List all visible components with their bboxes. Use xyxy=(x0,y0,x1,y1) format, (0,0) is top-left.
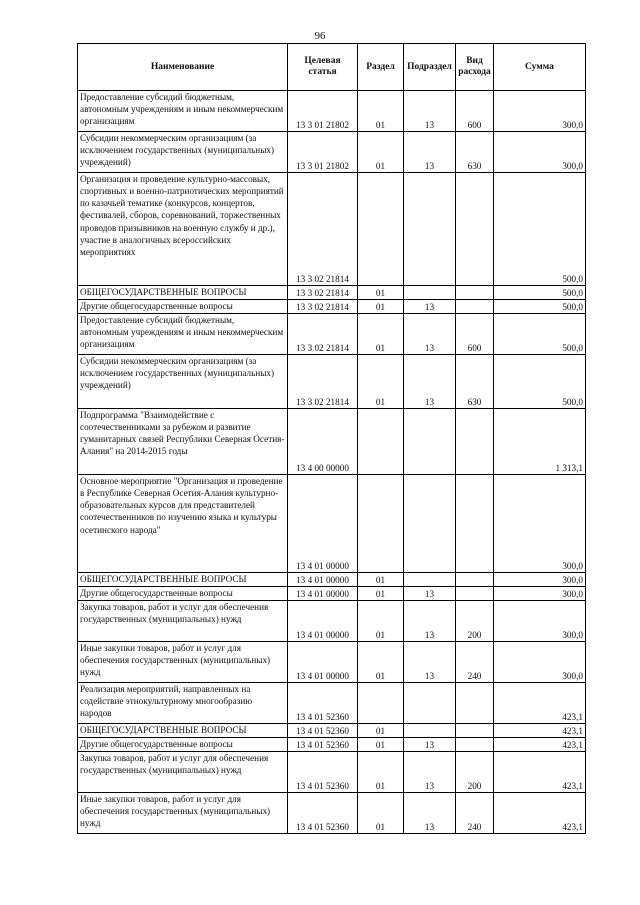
row-amount: 423,1 xyxy=(494,793,586,834)
row-expense-type: 200 xyxy=(456,752,494,793)
row-amount: 500,0 xyxy=(494,355,586,409)
row-subsection: 13 xyxy=(404,642,456,683)
row-name: Подпрограмма "Взаимодействие с соотечественниками за рубежом и развитие гуманитарных связей Республики Северная Осетия-Алания" на 2014-2015 годы xyxy=(78,409,288,475)
row-name: Основное мероприятие "Организация и проведение в Республике Северная Осетия-Алания культурно-образовательных курсов для представителей соотечественников по изучению языка и культуры осетинского народа" xyxy=(78,475,288,573)
table-row xyxy=(78,642,586,683)
row-expense-type: 240 xyxy=(456,793,494,834)
header-expense-type: Вид расхода xyxy=(456,44,494,91)
row-target: 13 4 01 52360 xyxy=(288,793,358,834)
row-section: 01 xyxy=(358,132,404,173)
page-number: 96 xyxy=(314,30,326,42)
row-expense-type xyxy=(456,587,494,601)
row-amount: 300,0 xyxy=(494,91,586,132)
row-amount: 500,0 xyxy=(494,314,586,355)
header-amount: Сумма xyxy=(494,44,586,91)
table-row xyxy=(78,475,586,573)
row-target: 13 3 02 21814 xyxy=(288,314,358,355)
header-name: Наименование xyxy=(78,44,288,91)
row-target: 13 4 01 00000 xyxy=(288,573,358,587)
row-section: 01 xyxy=(358,573,404,587)
table-row xyxy=(78,300,586,314)
row-target: 13 3 02 21814 xyxy=(288,286,358,300)
row-target: 13 3 02 21814 xyxy=(288,173,358,286)
row-target: 13 4 01 00000 xyxy=(288,475,358,573)
row-subsection: 13 xyxy=(404,752,456,793)
row-amount: 300,0 xyxy=(494,601,586,642)
row-target: 13 4 01 00000 xyxy=(288,587,358,601)
row-section xyxy=(358,173,404,286)
row-name: Другие общегосударственные вопросы xyxy=(78,587,288,601)
row-expense-type xyxy=(456,475,494,573)
row-subsection xyxy=(404,286,456,300)
row-subsection: 13 xyxy=(404,355,456,409)
row-section: 01 xyxy=(358,642,404,683)
row-section xyxy=(358,683,404,724)
table-row xyxy=(78,286,586,300)
row-name: Закупка товаров, работ и услуг для обеспечения государственных (муниципальных) нужд xyxy=(78,752,288,793)
row-amount: 500,0 xyxy=(494,173,586,286)
row-amount: 300,0 xyxy=(494,642,586,683)
table-row xyxy=(78,132,586,173)
row-subsection: 13 xyxy=(404,601,456,642)
row-subsection: 13 xyxy=(404,738,456,752)
row-name: ОБЩЕГОСУДАРСТВЕННЫЕ ВОПРОСЫ xyxy=(78,286,288,300)
row-target: 13 3 01 21802 xyxy=(288,132,358,173)
row-expense-type: 600 xyxy=(456,91,494,132)
row-name: ОБЩЕГОСУДАРСТВЕННЫЕ ВОПРОСЫ xyxy=(78,573,288,587)
row-expense-type: 630 xyxy=(456,355,494,409)
row-section: 01 xyxy=(358,300,404,314)
row-amount: 423,1 xyxy=(494,738,586,752)
row-amount: 423,1 xyxy=(494,683,586,724)
header-section: Раздел xyxy=(358,44,404,91)
row-amount: 500,0 xyxy=(494,300,586,314)
row-subsection xyxy=(404,724,456,738)
row-target: 13 3 01 21802 xyxy=(288,91,358,132)
row-section: 01 xyxy=(358,286,404,300)
table-row xyxy=(78,793,586,834)
row-section: 01 xyxy=(358,587,404,601)
row-expense-type xyxy=(456,409,494,475)
row-amount: 423,1 xyxy=(494,752,586,793)
row-section: 01 xyxy=(358,724,404,738)
row-name: Предоставление субсидий бюджетным, автономным учреждениям и иным некоммерческим организациям xyxy=(78,314,288,355)
table-row xyxy=(78,587,586,601)
row-subsection: 13 xyxy=(404,314,456,355)
row-name: Другие общегосударственные вопросы xyxy=(78,738,288,752)
row-name: Иные закупки товаров, работ и услуг для обеспечения государственных (муниципальных) нужд xyxy=(78,642,288,683)
row-target: 13 4 01 52360 xyxy=(288,683,358,724)
row-name: ОБЩЕГОСУДАРСТВЕННЫЕ ВОПРОСЫ xyxy=(78,724,288,738)
table-row xyxy=(78,752,586,793)
row-name: Другие общегосударственные вопросы xyxy=(78,300,288,314)
row-amount: 300,0 xyxy=(494,573,586,587)
row-expense-type xyxy=(456,724,494,738)
row-name: Реализация мероприятий, направленных на содействие этнокультурному многообразию народов xyxy=(78,683,288,724)
row-subsection xyxy=(404,683,456,724)
row-subsection: 13 xyxy=(404,587,456,601)
row-expense-type xyxy=(456,573,494,587)
row-section: 01 xyxy=(358,601,404,642)
table-row xyxy=(78,738,586,752)
row-section: 01 xyxy=(358,752,404,793)
table-row xyxy=(78,355,586,409)
row-amount: 300,0 xyxy=(494,587,586,601)
table-row xyxy=(78,314,586,355)
row-expense-type xyxy=(456,738,494,752)
budget-table xyxy=(77,43,586,834)
table-row xyxy=(78,601,586,642)
row-expense-type: 630 xyxy=(456,132,494,173)
row-subsection xyxy=(404,573,456,587)
row-section: 01 xyxy=(358,91,404,132)
row-target: 13 4 01 52360 xyxy=(288,724,358,738)
header-subsection: Подраздел xyxy=(404,44,456,91)
row-expense-type: 240 xyxy=(456,642,494,683)
row-expense-type xyxy=(456,286,494,300)
row-expense-type: 600 xyxy=(456,314,494,355)
row-target: 13 4 00 00000 xyxy=(288,409,358,475)
row-name: Субсидии некоммерческим организациям (за исключением государственных (муниципальных) учреждений) xyxy=(78,132,288,173)
table-row xyxy=(78,173,586,286)
table-header-row xyxy=(78,44,586,91)
row-section: 01 xyxy=(358,738,404,752)
row-amount: 1 313,1 xyxy=(494,409,586,475)
row-section: 01 xyxy=(358,793,404,834)
row-amount: 500,0 xyxy=(494,286,586,300)
table-row xyxy=(78,91,586,132)
table-row xyxy=(78,573,586,587)
table-row xyxy=(78,409,586,475)
row-subsection: 13 xyxy=(404,91,456,132)
row-target: 13 4 01 00000 xyxy=(288,601,358,642)
row-expense-type xyxy=(456,173,494,286)
row-section xyxy=(358,409,404,475)
row-target: 13 4 01 00000 xyxy=(288,642,358,683)
row-subsection: 13 xyxy=(404,793,456,834)
row-target: 13 4 01 52360 xyxy=(288,738,358,752)
table-row xyxy=(78,724,586,738)
row-subsection xyxy=(404,475,456,573)
row-subsection xyxy=(404,409,456,475)
row-subsection: 13 xyxy=(404,132,456,173)
row-name: Организация и проведение культурно-массовых, спортивных и военно-патриотических мероприятий по казачьей тематике (конкурсов, концертов, фестивалей, сборов, соревнований, торжественных проводов призывников на военную службу и др.), участие в аналогичных всероссийских мероприятиях xyxy=(78,173,288,286)
row-section: 01 xyxy=(358,314,404,355)
row-expense-type: 200 xyxy=(456,601,494,642)
row-name: Закупка товаров, работ и услуг для обеспечения государственных (муниципальных) нужд xyxy=(78,601,288,642)
row-target: 13 3 02 21814 xyxy=(288,300,358,314)
row-amount: 300,0 xyxy=(494,475,586,573)
row-name: Предоставление субсидий бюджетным, автономным учреждениям и иным некоммерческим организациям xyxy=(78,91,288,132)
row-amount: 300,0 xyxy=(494,132,586,173)
table-row xyxy=(78,683,586,724)
row-amount: 423,1 xyxy=(494,724,586,738)
row-section xyxy=(358,475,404,573)
row-expense-type xyxy=(456,683,494,724)
row-target: 13 4 01 52360 xyxy=(288,752,358,793)
row-name: Субсидии некоммерческим организациям (за исключением государственных (муниципальных) учреждений) xyxy=(78,355,288,409)
header-target: Целевая статья xyxy=(288,44,358,91)
row-target: 13 3 02 21814 xyxy=(288,355,358,409)
row-expense-type xyxy=(456,300,494,314)
row-subsection: 13 xyxy=(404,300,456,314)
row-name: Иные закупки товаров, работ и услуг для обеспечения государственных (муниципальных) нужд xyxy=(78,793,288,834)
row-section: 01 xyxy=(358,355,404,409)
row-subsection xyxy=(404,173,456,286)
